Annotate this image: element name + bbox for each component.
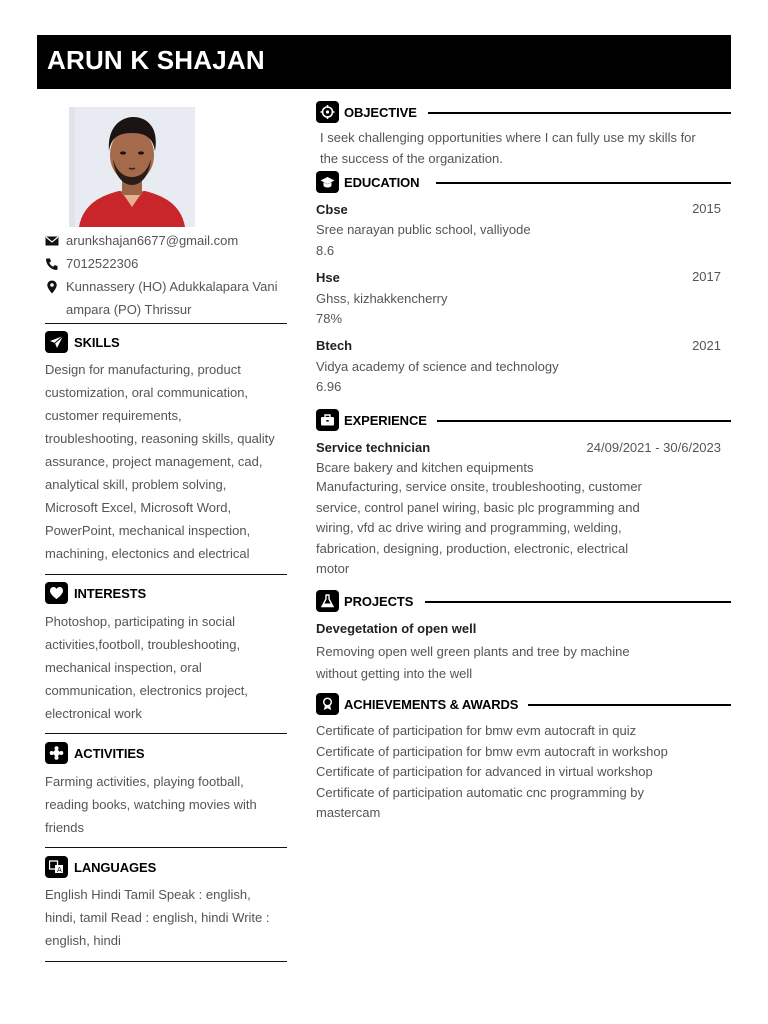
- location-pin-icon: [45, 280, 59, 294]
- heading-rule: [425, 601, 731, 603]
- text-line: reading books, watching movies with: [45, 797, 257, 812]
- degree: Cbse: [316, 202, 348, 217]
- text-line: assurance, project management, cad,: [45, 454, 263, 469]
- heading-rule: [436, 182, 731, 184]
- heading-rule: [528, 704, 731, 706]
- text-line: machining, electonics and electrical: [45, 546, 250, 561]
- heart-icon: [45, 582, 68, 604]
- section-title: LANGUAGES: [74, 860, 157, 875]
- award-icon: [316, 693, 339, 715]
- section-title: OBJECTIVE: [344, 105, 417, 120]
- projects-heading: [316, 590, 731, 612]
- text-line: English Hindi Tamil Speak : english,: [45, 887, 251, 902]
- briefcase-icon: [316, 409, 339, 431]
- text-line: motor: [316, 561, 350, 576]
- school: Ghss, kizhakkencherry: [316, 291, 448, 306]
- text-line: fabrication, designing, production, electronic, electrical: [316, 540, 629, 556]
- text-line: Design for manufacturing, product: [45, 362, 241, 377]
- text-line: troubleshooting, reasoning skills, quality: [45, 431, 275, 446]
- text-line: Certificate of participation for bmw evm autocraft in quiz: [316, 723, 637, 738]
- divider: [45, 733, 287, 734]
- text-line: english, hindi: [45, 933, 121, 948]
- section-title: ACTIVITIES: [74, 746, 145, 761]
- education-heading: [316, 171, 731, 193]
- section-title: INTERESTS: [74, 586, 147, 601]
- section-title: SKILLS: [74, 335, 120, 350]
- phone-icon: [45, 257, 59, 271]
- section-title: PROJECTS: [344, 594, 414, 609]
- project-name: Devegetation of open well: [316, 621, 477, 636]
- text-line: I seek challenging opportunities where I can fully use my skills for: [320, 130, 696, 145]
- text-line: friends: [45, 820, 85, 835]
- paper-plane-icon: [45, 331, 68, 353]
- text-line: Manufacturing, service onsite, troubleshooting, customer: [316, 479, 642, 494]
- text-line: Microsoft Excel, Microsoft Word,: [45, 500, 232, 515]
- svg-text:A: A: [57, 865, 62, 874]
- translate-icon: [45, 856, 68, 878]
- interests-text: [45, 610, 290, 725]
- achievements-list: [316, 721, 726, 824]
- text-line: the success of the organization.: [320, 150, 503, 166]
- section-title: EXPERIENCE: [344, 413, 427, 428]
- text-line: customization, oral communication,: [45, 385, 249, 400]
- envelope-icon: [45, 234, 59, 248]
- address-line-1: Kunnassery (HO) Adukkalapara Vani: [66, 279, 278, 294]
- school: Vidya academy of science and technology: [316, 359, 559, 374]
- text-line: Photoshop, participating in social: [45, 614, 236, 629]
- graduation-cap-icon: [316, 171, 339, 193]
- divider: [45, 961, 287, 962]
- activities-text: [45, 770, 290, 839]
- text-line: Certificate of participation automatic cnc programming by: [316, 784, 645, 800]
- text-line: Certificate of participation for bmw evm autocraft in workshop: [316, 743, 668, 759]
- divider: [45, 323, 287, 324]
- target-icon: [316, 101, 339, 123]
- year: 2021: [692, 338, 721, 353]
- company: Bcare bakery and kitchen equipments: [316, 460, 534, 475]
- text-line: without getting into the well: [316, 665, 473, 681]
- divider: [45, 847, 287, 848]
- score: 6.96: [316, 379, 342, 394]
- text-line: Farming activities, playing football,: [45, 774, 244, 789]
- profile-photo: [69, 107, 195, 227]
- candidate-name: ARUN K SHAJAN: [47, 45, 265, 75]
- text-line: mastercam: [316, 805, 381, 820]
- name-header: [37, 35, 731, 89]
- text-line: activities,footboll, troubleshooting,: [45, 637, 241, 652]
- achievements-heading: [316, 693, 731, 715]
- objective-text: [320, 128, 730, 169]
- address-line-2: ampara (PO) Thrissur: [66, 302, 192, 317]
- skills-text: [45, 358, 290, 565]
- text-line: service, control panel wiring, basic plc programming and: [316, 499, 640, 515]
- languages-text: [45, 883, 290, 952]
- email-text: arunkshajan6677@gmail.com: [66, 233, 239, 248]
- objective-heading: [316, 101, 731, 123]
- text-line: mechanical inspection, oral: [45, 660, 202, 675]
- text-line: Removing open well green plants and tree by machine: [316, 644, 630, 659]
- text-line: electronical work: [45, 706, 142, 721]
- experience-description: [316, 477, 726, 580]
- divider: [45, 574, 287, 575]
- text-line: analytical skill, problem solving,: [45, 477, 227, 492]
- degree: Btech: [316, 338, 353, 353]
- heading-rule: [428, 112, 731, 114]
- text-line: hindi, tamil Read : english, hindi Write :: [45, 910, 270, 925]
- section-title: EDUCATION: [344, 175, 420, 190]
- text-line: communication, electronics project,: [45, 683, 249, 698]
- degree: Hse: [316, 270, 340, 285]
- score: 8.6: [316, 243, 335, 258]
- text-line: customer requirements,: [45, 408, 182, 423]
- job-title: Service technician: [316, 440, 431, 455]
- heading-rule: [437, 420, 731, 422]
- school: Sree narayan public school, valliyode: [316, 222, 531, 237]
- puzzle-icon: [45, 742, 68, 764]
- score: 78%: [316, 311, 343, 326]
- text-line: PowerPoint, mechanical inspection,: [45, 523, 251, 538]
- text-line: wiring, vfd ac drive wiring and programming, welding,: [316, 520, 622, 535]
- project-description: [316, 641, 726, 684]
- experience-heading: [316, 409, 731, 431]
- section-title: ACHIEVEMENTS & AWARDS: [344, 697, 519, 712]
- year: 2017: [692, 269, 721, 284]
- phone-text: 7012522306: [66, 256, 139, 271]
- job-dates: 24/09/2021 - 30/6/2023: [586, 440, 721, 455]
- year: 2015: [692, 201, 721, 216]
- flask-icon: [316, 590, 339, 612]
- text-line: Certificate of participation for advanced in virtual workshop: [316, 764, 653, 779]
